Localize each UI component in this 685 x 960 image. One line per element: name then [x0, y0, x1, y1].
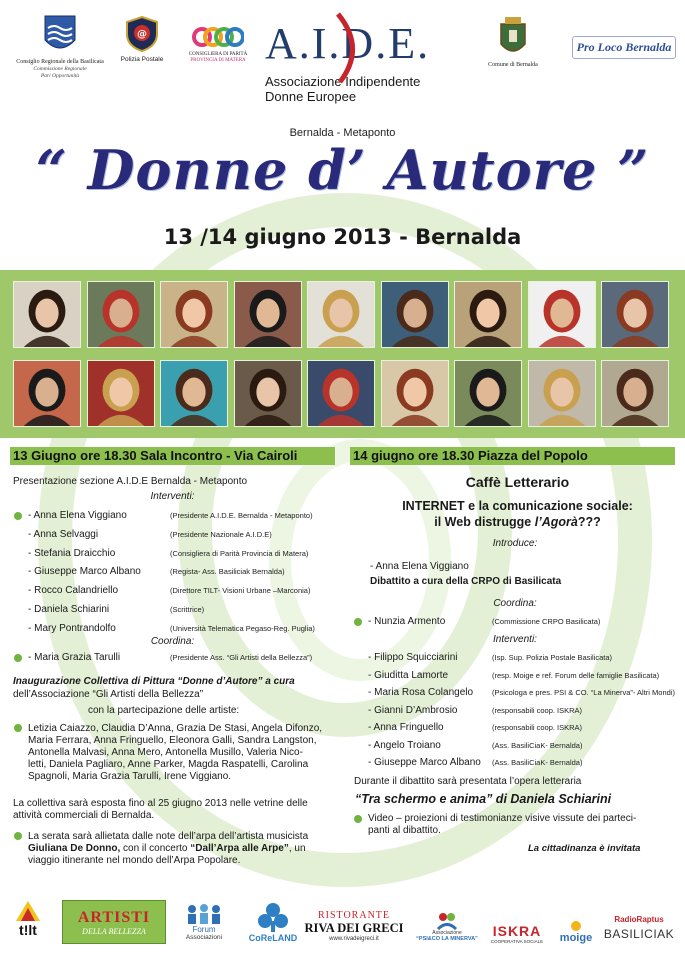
aide-red-arc-icon	[332, 10, 366, 86]
left-intro: Presentazione sezione A.I.D.E Bernalda - Metaponto	[13, 476, 248, 487]
portrait-icon	[88, 282, 154, 347]
debate-organizer: Dibattito a cura della CRPO di Basilicata	[370, 576, 562, 587]
portrait-photo	[87, 281, 155, 348]
portrait-photo	[13, 281, 81, 348]
bullet-icon	[14, 832, 22, 840]
portrait-photo	[381, 360, 449, 427]
artist-line: Letizia Caiazzo, Claudia D’Anna, Grazia De Stasi, Angela Difonzo,	[28, 723, 323, 734]
iskra-sub: COOPERATIVA SOCIALE	[490, 938, 544, 944]
aide-line-1: Associazione Indipendente	[265, 74, 421, 89]
portrait-photo	[601, 360, 669, 427]
comune-label: Comune di Bernalda	[488, 62, 538, 68]
portrait-photo	[307, 360, 375, 427]
riva-url: www.rivadeigreci.it	[329, 936, 379, 942]
portrait-icon	[382, 282, 448, 347]
minerva-top-label: Associazione	[432, 930, 462, 936]
speaker-name: - Daniela Schiarini	[28, 604, 110, 615]
left-coordinator-name: - Maria Grazia Tarulli	[28, 652, 121, 663]
topic-line-1: INTERNET e la comunicazione sociale:	[402, 499, 633, 513]
speaker-role: (Isp. Sup. Polizia Postale Basilicata)	[492, 653, 613, 662]
forum-label: Forum	[192, 925, 216, 934]
consigliera-parita-logo	[188, 22, 248, 64]
right-coordinator-name: - Nunzia Armento	[368, 616, 446, 627]
speaker-role: (Presidente Nazionale A.I.D.E)	[170, 530, 272, 539]
portrait-photo	[528, 360, 596, 427]
speaker-name: - Stefania Draicchio	[28, 548, 116, 559]
artist-line: letti, Daniela Pagliaro, Anne Parker, Magda Raspatelli, Carolina	[28, 759, 309, 770]
left-interventi-label: Interventi:	[150, 491, 195, 502]
novel-title: “Tra schermo e anima” di Daniela Schiarini	[355, 792, 612, 806]
concert-title: “Dall’Arpa alle Arpe”	[190, 843, 289, 854]
speaker-role: (responsabili coop. ISKRA)	[492, 706, 583, 715]
speaker-role: (Scrittrice)	[170, 605, 205, 614]
portrait-icon	[161, 282, 227, 347]
cafe-title: Caffè Letterario	[465, 474, 570, 490]
regione-line-3: Pari Opportunità	[40, 72, 80, 79]
polizia-postale-logo	[117, 16, 167, 63]
debate-topic	[350, 498, 685, 530]
parita-line-2: PROVINCIA DI MATERA	[190, 58, 246, 63]
forum-associazioni-logo	[178, 898, 230, 946]
speaker-role: (responsabili coop. ISKRA)	[492, 723, 583, 732]
minerva-label: “PSI&CO LA MINERVA”	[416, 936, 478, 942]
police-badge-icon	[125, 16, 159, 52]
associazioni-label: Associazioni	[185, 934, 223, 941]
introduce-label: Introduce:	[492, 538, 538, 549]
speaker-name: - Anna Fringuello	[368, 722, 444, 733]
event-dates: 13 /14 giugno 2013 - Bernalda	[163, 225, 522, 249]
portrait-photo	[454, 281, 522, 348]
parita-line-1: CONSIGLIERA DI PARITÀ	[188, 52, 248, 57]
harp-line-1: La serata sarà allietata dalle note dell’arpa dell’artista musicista	[28, 831, 309, 842]
harpist-name: Giuliana De Donno,	[28, 843, 121, 854]
moige-logo	[556, 915, 596, 947]
portrait-photo	[528, 281, 596, 348]
speaker-name: - Giuditta Lamorte	[368, 670, 449, 681]
right-heading: 14 giugno ore 18.30 Piazza del Popolo	[350, 447, 675, 465]
speaker-name: - Angelo Troiano	[368, 740, 441, 751]
portrait-icon	[161, 361, 227, 426]
portrait-photo	[13, 360, 81, 427]
portrait-photo	[454, 360, 522, 427]
radio-label: RadioRaptus	[614, 915, 664, 924]
artist-line: Spagnoli, Maria Grazia Tarulli, Irene Viggiano.	[28, 771, 232, 782]
comune-bernalda-logo	[478, 16, 548, 69]
topic-line-2-start: il Web distrugge	[434, 515, 535, 529]
sun-icon	[568, 918, 584, 932]
basiliciak-logo	[600, 910, 678, 946]
speaker-name: - Maria Rosa Colangelo	[368, 687, 474, 698]
bullet-icon	[354, 618, 362, 626]
exhibit-note-line: attività commerciali di Bernalda.	[13, 810, 155, 821]
portrait-photo	[160, 281, 228, 348]
portrait-photo	[234, 360, 302, 427]
portrait-photo	[601, 281, 669, 348]
minerva-figure-icon	[436, 912, 458, 930]
portrait-icon	[14, 361, 80, 426]
left-heading: 13 Giugno ore 18.30 Sala Incontro - Via Cairoli	[10, 447, 335, 465]
portrait-photo	[87, 360, 155, 427]
portrait-icon	[14, 282, 80, 347]
exhibit-note	[13, 798, 343, 822]
parity-emblem-icon	[192, 22, 244, 52]
artisti-label: ARTISTI	[77, 908, 151, 926]
ristorante-riva-logo	[304, 906, 404, 946]
speaker-role: (Ass. BasiliCiaK- Bernalda)	[492, 758, 583, 767]
video-line-1: Video – proiezioni di testimonianze visive vissute dei parteci-	[368, 813, 637, 824]
regione-line-1: Consiglio Regionale della Basilicata	[16, 59, 104, 65]
moige-label: moige	[559, 932, 593, 944]
ristorante-label: RISTORANTE	[317, 910, 391, 921]
video-note	[368, 813, 678, 837]
bullet-icon	[14, 654, 22, 662]
speaker-name: - Anna Selvaggi	[28, 529, 99, 540]
portrait-photo	[381, 281, 449, 348]
speaker-role: (Presidente A.I.D.E. Bernalda - Metaponto)	[170, 511, 313, 520]
speaker-name: - Mary Pontrandolfo	[28, 623, 116, 634]
portrait-icon	[602, 282, 668, 347]
minerva-logo	[412, 908, 482, 946]
portrait-icon	[88, 361, 154, 426]
portrait-icon	[235, 361, 301, 426]
topic-line-2	[350, 514, 685, 530]
right-coordinator-role: (Commissione CRPO Basilicata)	[492, 617, 601, 626]
exhibit-line-3: con la partecipazione delle artiste:	[88, 705, 240, 716]
portrait-photo	[234, 281, 302, 348]
svg-text:@: @	[137, 29, 147, 40]
speaker-role: (resp. Moige e ref. Forum delle famiglie Basilicata)	[492, 671, 660, 680]
regione-line-2: Commissione Regionale	[33, 66, 87, 72]
right-interventi-label: Interventi:	[493, 634, 537, 645]
portrait-icon	[455, 282, 521, 347]
artisti-bellezza-logo	[62, 900, 166, 944]
tilt-label: t!lt	[19, 922, 37, 938]
portrait-icon	[308, 282, 374, 347]
iskra-logo	[488, 920, 546, 946]
regione-crest-icon	[43, 14, 77, 56]
speaker-role: (Direttore TILT- Visioni Urbane –Marconia)	[170, 586, 311, 595]
speaker-name: - Rocco Calandriello	[28, 585, 119, 596]
people-icon	[184, 903, 224, 925]
bullet-icon	[14, 512, 22, 520]
artist-line: Maria Ferrara, Anna Fringuello, Eleonora Galli, Sandra Langston,	[28, 735, 317, 746]
portrait-icon	[529, 282, 595, 347]
clover-icon	[256, 901, 290, 933]
speaker-name: - Gianni D’Ambrosio	[368, 705, 458, 716]
speaker-role: (Psicologa e pres. PSI & CO. “La Minerva”- Altri Mondi)	[492, 688, 675, 697]
harp-line-2	[28, 843, 348, 855]
aide-letters: A.I.D.E.	[265, 19, 431, 68]
topic-agora: l’Agorà	[534, 515, 578, 529]
portrait-icon	[382, 361, 448, 426]
tilt-logo	[12, 893, 44, 945]
right-coordina-label: Coordina:	[493, 598, 537, 609]
page-title: “ Donne d’ Autore ”	[35, 138, 650, 202]
novel-intro: Durante il dibattito sarà presentata l’opera letteraria	[354, 776, 582, 787]
exhibit-line-2: dell’Associazione “Gli Artisti della Bellezza”	[13, 689, 204, 700]
coreland-logo	[244, 898, 302, 946]
riva-label: RIVA DEI GRECI	[304, 921, 404, 935]
portrait-icon	[529, 361, 595, 426]
harp-note	[28, 831, 348, 867]
speaker-name: - Anna Elena Viggiano	[28, 510, 127, 521]
exhibit-line-1: Inaugurazione Collettiva di Pittura “Donne d’Autore” a cura	[13, 676, 295, 687]
speaker-name: - Giuseppe Marco Albano	[28, 566, 141, 577]
left-coordina-label: Coordina:	[150, 636, 195, 647]
artist-line: Antonella Malvasi, Anna Mero, Antonella Musillo, Valeria Nico-	[28, 747, 303, 758]
pro-loco-label: Pro Loco Bernalda	[572, 36, 677, 59]
polizia-label: Polizia Postale	[120, 56, 164, 63]
bellezza-label: DELLA BELLEZZA	[82, 926, 146, 936]
speaker-role: (Consigliera di Parità Provincia di Matera)	[170, 549, 309, 558]
speaker-name: - Giuseppe Marco Albano	[368, 757, 481, 768]
invitation: La cittadinanza è invitata	[528, 843, 641, 854]
coreland-label: CoReLAND	[248, 933, 298, 943]
harp-line-3: viaggio itinerante nel mondo dell’Arpa Popolare.	[28, 855, 241, 866]
event-location: Bernalda - Metaponto	[289, 127, 396, 139]
portrait-photo	[160, 360, 228, 427]
speaker-role: (Ass. BasiliCiaK- Bernalda)	[492, 741, 583, 750]
portrait-icon	[602, 361, 668, 426]
artist-list	[28, 723, 348, 783]
speaker-role: (Università Telematica Pegaso-Reg. Puglia)	[170, 624, 315, 633]
introducer-name: - Anna Elena Viggiano	[370, 561, 469, 572]
portrait-photo	[307, 281, 375, 348]
tilt-triangle-icon	[15, 900, 41, 922]
iskra-label: ISKRA	[492, 922, 542, 939]
left-coordinator-role: (Presidente Ass. “Gli Artisti della Bellezza”)	[170, 653, 313, 662]
speaker-role: (Regista- Ass. Basiliciak Bernalda)	[170, 567, 285, 576]
basiliciak-label: BASILICIAK	[603, 927, 675, 941]
pro-loco-logo	[574, 36, 674, 59]
portrait-icon	[235, 282, 301, 347]
video-line-2: panti al dibattito.	[368, 825, 441, 836]
aide-line-2: Donne Europee	[265, 89, 357, 104]
bullet-icon	[354, 815, 362, 823]
exhibit-note-line: La collettiva sarà esposta fino al 25 giugno 2013 nelle vetrine delle	[13, 798, 308, 809]
harp-line-2-end: , un	[288, 843, 306, 854]
portrait-icon	[308, 361, 374, 426]
speaker-name: - Filippo Squicciarini	[368, 652, 458, 663]
bullet-icon	[14, 724, 22, 732]
portrait-icon	[455, 361, 521, 426]
harp-line-2-text: con il concerto	[120, 843, 191, 854]
regione-basilicata-logo	[15, 14, 105, 79]
comune-crest-icon	[495, 16, 531, 60]
topic-question-marks: ???	[577, 515, 601, 529]
